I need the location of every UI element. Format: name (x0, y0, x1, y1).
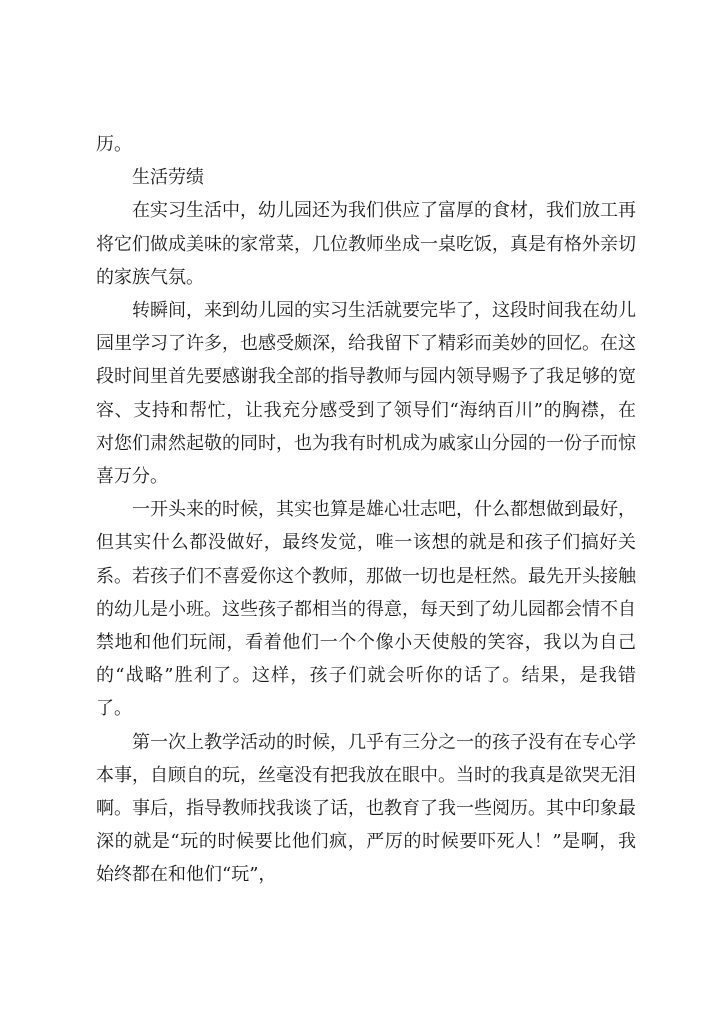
paragraph-continuation: 历。 (96, 134, 132, 155)
document-body (96, 128, 636, 892)
paragraph: 一开头来的时候，其实也算是雄心壮志吧，什么都想做到最好，但其实什么都没做好，最终发觉，唯一该想的就是和孩子们搞好关系。若孩子们不喜爱你这个教师，那做一切也是枉然。最先开头接触的幼儿是小班。这些孩子都相当的得意，每天到了幼儿园都会情不自禁地和他们玩闹，看着他们一个个像小天使般的笑容，我以为自己的“战略”胜利了。这样，孩子们就会听你的话了。结果，是我错了。 (96, 499, 636, 720)
section-heading: 生活劳绩 (132, 167, 204, 189)
paragraph: 转瞬间，来到幼儿园的实习生活就要完毕了，这段时间我在幼儿园里学习了许多，也感受颇深，给我留下了精彩而美妙的回忆。在这段时间里首先要感谢我全部的指导教师与园内领导赐予了我足够的宽容、支持和帮忙，让我充分感受到了领导们“海纳百川”的胸襟，在对您们肃然起敬的同时，也为我有时机成为戚家山分园的一份子而惊喜万分。 (96, 300, 636, 488)
paragraph: 第一次上教学活动的时候，几乎有三分之一的孩子没有在专心学本事，自顾自的玩，丝毫没有把我放在眼中。当时的我真是欲哭无泪啊。事后，指导教师找我谈了话，也教育了我一些阅历。其中印象最深的就是“玩的时候要比他们疯，严厉的时候要吓死人！”是啊，我始终都在和他们“玩”， (96, 731, 636, 886)
paragraph: 在实习生活中，幼儿园还为我们供应了富厚的食材，我们放工再将它们做成美味的家常菜，几位教师坐成一桌吃饭，真是有格外亲切的家族气氛。 (96, 200, 636, 288)
